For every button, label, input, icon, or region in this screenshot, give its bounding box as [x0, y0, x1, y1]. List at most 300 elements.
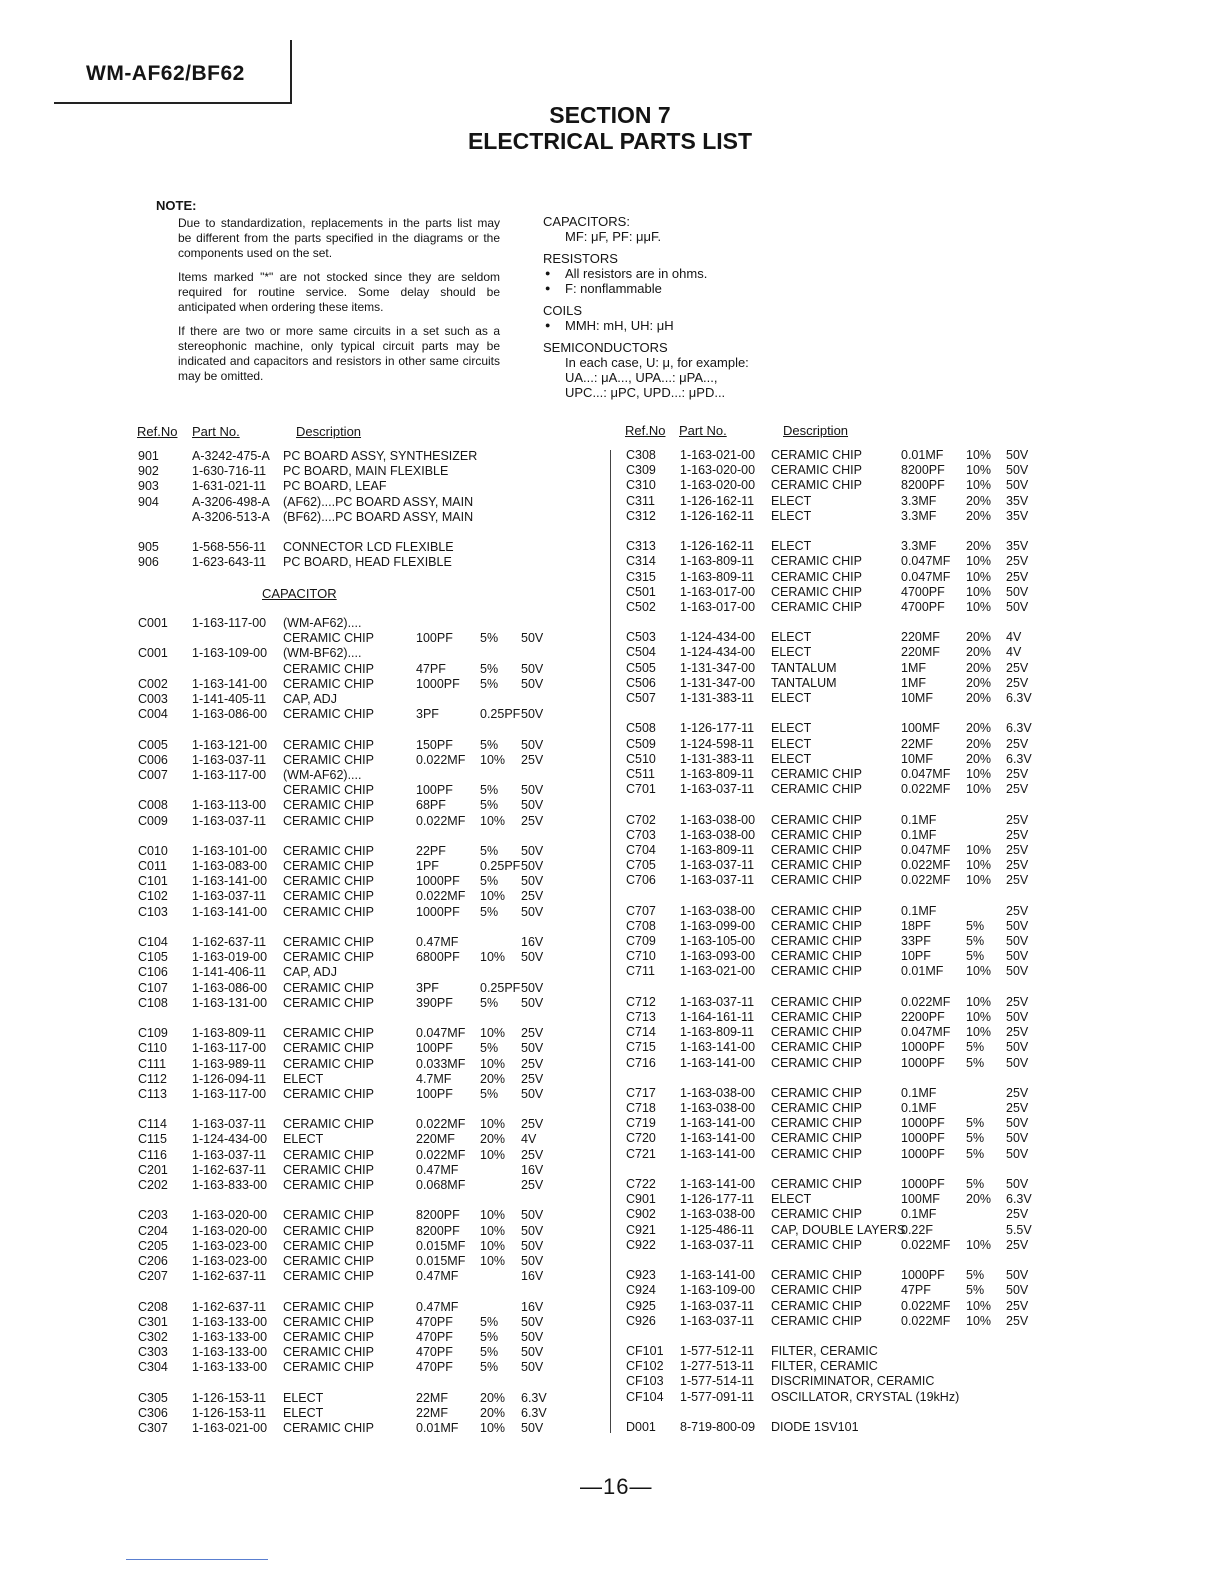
part-no-cell: 1-163-019-00 [192, 950, 268, 965]
value-cell: 390PF [416, 995, 453, 1010]
value-cell: 100PF [416, 1041, 453, 1056]
ref-no-cell: C713 [626, 1009, 656, 1024]
tolerance-cell: 10% [480, 889, 506, 904]
description-cell: (WM-AF62).... [283, 767, 362, 782]
table-row [626, 509, 1046, 524]
tolerance-cell: 10% [480, 752, 506, 767]
table-row [626, 570, 1046, 585]
table-row [138, 996, 558, 1011]
table-row [138, 1224, 558, 1239]
tolerance-cell: 10% [480, 1208, 506, 1223]
voltage-cell: 6.3V [521, 1405, 547, 1420]
table-row [626, 813, 1046, 828]
tolerance-cell: 10% [966, 964, 992, 979]
tolerance-cell: 10% [966, 448, 992, 462]
table-row [138, 631, 558, 646]
table-spacer [626, 1162, 1046, 1177]
ref-no-cell: C314 [626, 554, 656, 569]
voltage-cell: 50V [521, 798, 544, 813]
description-cell: CERAMIC CHIP [283, 1208, 374, 1223]
description-cell: CERAMIC CHIP [283, 1026, 374, 1041]
description-cell: CERAMIC CHIP [283, 1421, 374, 1435]
part-no-cell: 1-163-037-11 [680, 782, 755, 797]
ref-no-cell: C009 [138, 813, 168, 828]
part-no-cell: 1-163-037-11 [192, 1147, 267, 1162]
value-cell: 0.022MF [901, 1313, 951, 1328]
description-cell: ELECT [771, 493, 812, 508]
tolerance-cell: 20% [966, 736, 992, 751]
table-row [626, 767, 1046, 782]
description-cell: CERAMIC CHIP [283, 813, 374, 828]
part-no-cell: 1-577-091-11 [680, 1389, 755, 1404]
description-cell: CERAMIC CHIP [283, 980, 374, 995]
table-spacer [626, 797, 1046, 812]
ref-no-cell: C703 [626, 827, 656, 842]
note-paragraph: Due to standardization, replacements in the parts list may be different from the parts specified in the diagrams or the components used on the set. [178, 216, 500, 260]
part-no-cell: 1-163-020-00 [192, 1208, 268, 1223]
description-cell: PC BOARD, HEAD FLEXIBLE [283, 555, 452, 570]
ref-no-cell: C924 [626, 1283, 656, 1298]
part-no-cell: 1-163-809-11 [680, 554, 755, 569]
description-cell: CERAMIC CHIP [283, 1345, 374, 1360]
voltage-cell: 16V [521, 1299, 544, 1314]
ref-no-cell: C111 [138, 1056, 167, 1071]
value-cell: 68PF [416, 798, 446, 813]
ref-no-cell: C305 [138, 1390, 168, 1405]
ref-no-cell: CF101 [626, 1344, 664, 1359]
table-row [626, 782, 1046, 797]
description-cell: CERAMIC CHIP [771, 554, 862, 569]
part-no-cell: 1-162-637-11 [192, 1162, 267, 1177]
table-row [138, 1132, 558, 1147]
voltage-cell: 50V [1006, 1146, 1029, 1161]
value-cell: 150PF [416, 737, 453, 752]
value-cell: 0.1MF [901, 1101, 937, 1116]
part-no-cell: 1-163-133-00 [192, 1314, 268, 1329]
value-cell: 22MF [416, 1390, 448, 1405]
voltage-cell: 50V [521, 1329, 544, 1344]
ref-no-cell: C010 [138, 843, 168, 858]
description-cell: FILTER, CERAMIC [771, 1359, 878, 1374]
tolerance-cell: 20% [966, 539, 992, 554]
table-row [138, 692, 558, 707]
ref-no-cell: C306 [138, 1405, 168, 1420]
table-row [138, 1315, 558, 1330]
part-no-cell: 1-163-101-00 [192, 843, 268, 858]
description-cell: DISCRIMINATOR, CERAMIC [771, 1374, 935, 1389]
ref-no-cell: C011 [138, 859, 167, 874]
value-cell: 0.022MF [901, 1237, 951, 1252]
table-row [626, 919, 1046, 934]
part-no-cell: 1-163-809-11 [680, 842, 755, 857]
table-row [626, 828, 1046, 843]
voltage-cell: 25V [1006, 827, 1029, 842]
description-cell: CERAMIC CHIP [771, 903, 862, 918]
table-row [138, 646, 558, 661]
ref-no-cell: C720 [626, 1131, 656, 1146]
description-cell: CERAMIC CHIP [283, 631, 374, 646]
table-row [138, 814, 558, 829]
note-label: NOTE: [156, 198, 197, 213]
value-cell: 4700PF [901, 599, 945, 614]
description-cell: CERAMIC CHIP [283, 1086, 374, 1101]
voltage-cell: 16V [521, 1162, 544, 1177]
table-row [626, 1177, 1046, 1192]
description-cell: CERAMIC CHIP [283, 737, 374, 752]
table-row [138, 1345, 558, 1360]
voltage-cell: 25V [1006, 858, 1029, 873]
table-row [626, 964, 1046, 979]
value-cell: 0.047MF [416, 1026, 466, 1041]
description-cell: CERAMIC CHIP [771, 1177, 862, 1191]
table-row [138, 1163, 558, 1178]
voltage-cell: 6.3V [1006, 1192, 1032, 1207]
part-no-cell: 1-163-086-00 [192, 980, 268, 995]
tolerance-cell: 20% [480, 1390, 506, 1405]
ref-no-cell: C003 [138, 692, 168, 706]
value-cell: 1MF [901, 675, 926, 690]
ref-no-cell: C202 [138, 1178, 168, 1192]
value-cell: 0.015MF [416, 1238, 466, 1253]
ref-no-cell: 903 [138, 479, 159, 494]
voltage-cell: 25V [1006, 782, 1029, 797]
part-no-cell: 1-163-133-00 [192, 1329, 268, 1344]
tolerance-cell: 10% [480, 1421, 506, 1435]
note-paragraph: If there are two or more same circuits in a set such as a stereophonic machine, only typical circuit parts may be indicated and capacitors and resistors in other same circuits may be omitted. [178, 324, 500, 383]
table-row [138, 510, 558, 525]
description-cell: ELECT [283, 1390, 324, 1405]
table-row [138, 677, 558, 692]
ref-no-cell: C104 [138, 935, 168, 949]
voltage-cell: 25V [1006, 554, 1029, 569]
part-no-cell: 1-163-131-00 [192, 995, 268, 1010]
description-cell: CERAMIC CHIP [283, 859, 374, 874]
part-no-cell: 1-163-117-00 [192, 1086, 267, 1101]
part-no-cell: 1-126-153-11 [192, 1405, 267, 1420]
part-no-cell: 1-163-021-00 [192, 1421, 268, 1435]
description-cell: CERAMIC CHIP [771, 599, 862, 614]
voltage-cell: 35V [1006, 539, 1029, 554]
description-cell: CERAMIC CHIP [283, 1360, 374, 1375]
value-cell: 3PF [416, 980, 439, 995]
description-cell: CERAMIC CHIP [283, 1162, 374, 1177]
ref-no-cell: C702 [626, 812, 656, 827]
description-cell: CERAMIC CHIP [771, 858, 862, 873]
table-row [138, 1360, 558, 1375]
ref-no-cell: CF104 [626, 1389, 664, 1404]
description-cell: CERAMIC CHIP [771, 1283, 862, 1298]
voltage-cell: 50V [521, 995, 544, 1010]
ref-no-cell: C926 [626, 1313, 656, 1328]
voltage-cell: 50V [521, 676, 544, 691]
ref-no-cell: C007 [138, 767, 168, 782]
table-row [626, 721, 1046, 736]
ref-no-cell: C505 [626, 660, 656, 675]
voltage-cell: 50V [1006, 1268, 1029, 1283]
tolerance-cell: 20% [480, 1405, 506, 1420]
voltage-cell: 25V [1006, 842, 1029, 857]
part-no-cell: 1-163-038-00 [680, 827, 756, 842]
tolerance-cell: 5% [966, 1040, 985, 1055]
value-cell: 0.01MF [416, 1421, 459, 1435]
table-spacer [626, 980, 1046, 995]
voltage-cell: 50V [521, 843, 544, 858]
part-no-header-left: Part No. [192, 424, 240, 439]
description-cell: CERAMIC CHIP [771, 1268, 862, 1283]
value-cell: 1000PF [901, 1146, 945, 1161]
ref-no-cell: C001 [138, 616, 168, 631]
voltage-cell: 4V [521, 1132, 537, 1147]
table-row [626, 752, 1046, 767]
ref-no-cell: C706 [626, 873, 656, 888]
description-cell: CERAMIC CHIP [283, 843, 374, 858]
description-cell: CERAMIC CHIP [283, 1314, 374, 1329]
part-no-cell: 1-163-121-00 [192, 737, 268, 752]
voltage-cell: 25V [521, 1117, 544, 1132]
part-no-cell: 1-163-037-11 [192, 752, 267, 767]
voltage-cell: 50V [521, 631, 544, 646]
description-cell: CERAMIC CHIP [283, 1299, 374, 1314]
description-cell: CERAMIC CHIP [771, 463, 862, 478]
tolerance-cell: 0.25PF [480, 980, 521, 995]
table-row [626, 661, 1046, 676]
ref-no-cell: C923 [626, 1268, 656, 1283]
part-no-cell: 1-163-020-00 [680, 463, 756, 478]
part-no-cell: 1-164-161-11 [680, 1009, 755, 1024]
ref-no-cell: C705 [626, 858, 656, 873]
table-row [626, 1192, 1046, 1207]
part-no-cell: 1-131-347-00 [680, 660, 756, 675]
ref-no-cell: C103 [138, 904, 168, 919]
description-cell: CERAMIC CHIP [771, 569, 862, 584]
description-cell: (WM-AF62).... [283, 616, 362, 631]
description-cell: ELECT [283, 1405, 324, 1420]
table-row [138, 1239, 558, 1254]
tolerance-cell: 5% [480, 783, 499, 798]
description-cell: CERAMIC CHIP [771, 994, 862, 1009]
table-row [138, 1026, 558, 1041]
voltage-cell: 50V [521, 859, 544, 874]
value-cell: 100MF [901, 721, 940, 736]
legend-resistors-item: ● All resistors are in ohms. [543, 266, 863, 281]
table-row [138, 1269, 558, 1284]
tolerance-cell: 20% [966, 508, 992, 523]
table-row [138, 616, 558, 631]
description-cell: CERAMIC CHIP [283, 874, 374, 889]
value-cell: 1000PF [901, 1131, 945, 1146]
description-cell: ELECT [771, 630, 812, 645]
table-row [626, 1299, 1046, 1314]
part-no-cell: 1-141-405-11 [192, 692, 267, 706]
value-cell: 8200PF [901, 463, 945, 478]
voltage-cell: 25V [1006, 1025, 1029, 1040]
tolerance-cell: 5% [480, 843, 499, 858]
table-row [138, 844, 558, 859]
voltage-cell: 50V [1006, 918, 1029, 933]
part-no-cell: 1-163-037-11 [192, 813, 267, 828]
part-no-cell: A-3206-498-A [192, 494, 270, 509]
part-no-cell: 1-163-038-00 [680, 1207, 756, 1222]
value-cell: 0.047MF [901, 766, 951, 781]
voltage-cell: 50V [1006, 448, 1029, 462]
table-row [138, 950, 558, 965]
part-no-cell: 1-163-086-00 [192, 707, 268, 722]
ref-no-cell: C106 [138, 965, 168, 980]
part-no-cell: 1-163-021-00 [680, 448, 756, 462]
ref-no-cell: C504 [626, 645, 656, 660]
voltage-cell: 50V [521, 1208, 544, 1223]
part-no-cell: 1-163-037-11 [192, 1117, 267, 1132]
part-no-cell: 1-124-434-00 [192, 1132, 268, 1147]
tolerance-cell: 10% [966, 1298, 992, 1313]
voltage-cell: 50V [521, 1223, 544, 1238]
voltage-cell: 50V [521, 707, 544, 722]
voltage-cell: 50V [1006, 463, 1029, 478]
ref-no-cell: C922 [626, 1237, 656, 1252]
description-cell: CERAMIC CHIP [771, 918, 862, 933]
table-row [138, 464, 558, 479]
description-cell: CERAMIC CHIP [771, 812, 862, 827]
table-spacer [138, 1284, 558, 1299]
description-cell: CERAMIC CHIP [771, 1131, 862, 1146]
voltage-cell: 25V [521, 1147, 544, 1162]
section-number: SECTION 7 [549, 102, 671, 128]
part-no-cell: 1-163-038-00 [680, 1085, 756, 1100]
table-row [138, 935, 558, 950]
ref-no-cell: C901 [626, 1192, 656, 1207]
table-spacer [138, 1102, 558, 1117]
table-row [138, 479, 558, 494]
voltage-cell: 25V [1006, 873, 1029, 888]
part-no-cell: 1-162-637-11 [192, 935, 267, 949]
tolerance-cell: 10% [480, 1223, 506, 1238]
ref-no-header-right: Ref.No [625, 423, 666, 438]
tolerance-cell: 5% [966, 1146, 985, 1161]
page-title: ELECTRICAL PARTS LIST [467, 128, 753, 154]
tolerance-cell: 10% [480, 1238, 506, 1253]
ref-no-cell: CF102 [626, 1359, 664, 1374]
ref-no-cell: C315 [626, 569, 656, 584]
tolerance-cell: 5% [480, 1086, 499, 1101]
description-cell: CONNECTOR LCD FLEXIBLE [283, 540, 454, 555]
part-no-cell: 1-623-643-11 [192, 555, 267, 570]
tolerance-cell: 0.25PF [480, 859, 521, 874]
ref-no-cell: 904 [138, 494, 159, 509]
voltage-cell: 25V [1006, 736, 1029, 751]
part-no-cell: 1-163-833-00 [192, 1178, 268, 1192]
table-row [626, 873, 1046, 888]
voltage-cell: 25V [1006, 1298, 1029, 1313]
part-no-cell: 1-124-434-00 [680, 630, 756, 645]
table-row [626, 1420, 1046, 1435]
ref-no-cell: C714 [626, 1025, 656, 1040]
value-cell: 220MF [901, 630, 940, 645]
part-no-cell: A-3206-513-A [192, 509, 270, 524]
value-cell: 0.1MF [901, 1207, 937, 1222]
table-spacer [626, 1071, 1046, 1086]
description-cell: ELECT [771, 1192, 812, 1207]
table-row [138, 540, 558, 555]
table-row [138, 1041, 558, 1056]
ref-no-cell: C701 [626, 782, 656, 797]
part-no-cell: 1-163-021-00 [680, 964, 756, 979]
table-row [626, 1131, 1046, 1146]
ref-no-cell: C704 [626, 842, 656, 857]
part-no-cell: 1-577-512-11 [680, 1344, 755, 1359]
value-cell: 0.047MF [901, 1025, 951, 1040]
part-no-cell: 1-163-020-00 [192, 1223, 268, 1238]
tolerance-cell: 5% [480, 1329, 499, 1344]
tolerance-cell: 0.25PF [480, 707, 521, 722]
value-cell: 1000PF [416, 904, 460, 919]
tolerance-cell: 10% [480, 1056, 506, 1071]
voltage-cell: 25V [1006, 1313, 1029, 1328]
ref-no-cell: C116 [138, 1147, 167, 1162]
part-no-cell: 1-163-141-00 [680, 1040, 756, 1055]
table-row [138, 1330, 558, 1345]
tolerance-cell: 20% [966, 645, 992, 660]
value-cell: 0.022MF [901, 994, 951, 1009]
tolerance-cell: 5% [966, 1283, 985, 1298]
part-no-cell: 1-124-598-11 [680, 736, 755, 751]
description-cell: ELECT [283, 1132, 324, 1147]
note-paragraph: Items marked "*" are not stocked since they are seldom required for routine service. Some delay should be anticipated when ordering these items. [178, 270, 500, 314]
table-row [626, 676, 1046, 691]
description-cell: CERAMIC CHIP [771, 1055, 862, 1070]
description-cell: ELECT [771, 539, 812, 554]
description-cell: CERAMIC CHIP [283, 1147, 374, 1162]
voltage-cell: 25V [521, 1026, 544, 1041]
tolerance-cell: 20% [480, 1132, 506, 1147]
value-cell: 470PF [416, 1345, 453, 1360]
value-cell: 18PF [901, 918, 931, 933]
ref-no-cell: C721 [626, 1146, 656, 1161]
voltage-cell: 6.3V [521, 1390, 547, 1405]
part-no-cell: 1-163-023-00 [192, 1253, 268, 1268]
part-no-cell: 1-163-017-00 [680, 584, 756, 599]
voltage-cell: 50V [1006, 1009, 1029, 1024]
value-cell: 10MF [901, 751, 933, 766]
ref-no-cell: 905 [138, 540, 159, 555]
ref-no-cell: C711 [626, 964, 655, 979]
part-no-cell: 1-163-117-00 [192, 767, 267, 782]
model-title: WM-AF62/BF62 [86, 62, 245, 85]
description-cell: CERAMIC CHIP [283, 1238, 374, 1253]
voltage-cell: 25V [521, 813, 544, 828]
legend-resistors-heading: RESISTORS [543, 251, 618, 266]
part-no-cell: 1-162-637-11 [192, 1269, 267, 1284]
voltage-cell: 50V [521, 1041, 544, 1056]
ref-no-cell: C708 [626, 918, 656, 933]
table-row [138, 874, 558, 889]
ref-no-cell: C715 [626, 1040, 656, 1055]
ref-no-cell: C004 [138, 707, 168, 722]
part-no-cell: 1-163-133-00 [192, 1360, 268, 1375]
table-row [138, 859, 558, 874]
ref-no-cell: C722 [626, 1177, 656, 1191]
ref-no-cell: C302 [138, 1329, 168, 1344]
ref-no-cell: C006 [138, 752, 168, 767]
description-cell: CERAMIC CHIP [283, 752, 374, 767]
description-cell: (WM-BF62).... [283, 646, 362, 661]
table-spacer [138, 920, 558, 935]
table-spacer [626, 706, 1046, 721]
voltage-cell: 25V [521, 752, 544, 767]
part-no-cell: 1-163-117-00 [192, 616, 267, 631]
value-cell: 1000PF [901, 1268, 945, 1283]
ref-no-cell: C113 [138, 1086, 167, 1101]
value-cell: 0.068MF [416, 1178, 466, 1192]
